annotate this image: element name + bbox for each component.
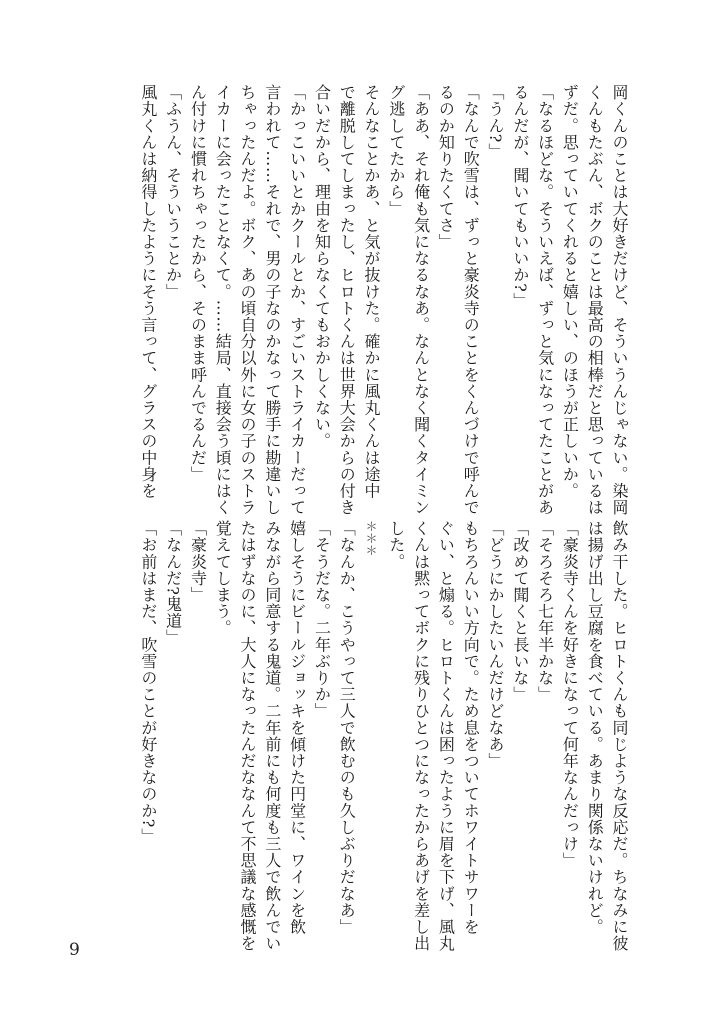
text-line: そんなことかあ、と気が抜けた。確かに風丸くんは途中 — [362, 84, 382, 499]
text-line: グ逃してたから」 — [386, 84, 406, 217]
text-line: るんだが、聞いてもいいか?」 — [510, 84, 530, 309]
text-line: ＊＊＊ — [364, 520, 379, 556]
text-line: 合いだから、理由を知らなくてもおかしくない。 — [312, 84, 332, 450]
text-line: くんもたぶん、ボクのことは最高の相棒だと思っているは — [585, 84, 605, 516]
text-line: るのか知りたくてさ」 — [436, 84, 456, 250]
text-line: 「ああ、それ俺も気になるなあ。なんとなく聞くタイミン — [411, 84, 431, 516]
text-line: 「なんで吹雪は、ずっと豪炎寺のことをくんづけで呼んで — [461, 84, 481, 516]
text-line: たはずなのに、大人になったんだななんて不思議な感慨を — [238, 520, 258, 952]
text-line: くんは黙ってボクに残りひとつになったからあげを差し出 — [411, 520, 431, 952]
text-line: 「かっこいいとかクールとか、すごいストライカーだって — [287, 84, 307, 516]
text-line: 「なんだ?鬼道」 — [163, 520, 183, 646]
text-line: した。 — [386, 520, 406, 570]
text-line: 「改めて聞くと長いな」 — [510, 520, 530, 703]
text-line: 岡くんのことは大好きだけど、そういうんじゃない。染岡 — [610, 84, 629, 516]
text-line: イカーに会ったことなくて。……結局、直接会う頃にはく — [213, 84, 233, 516]
text-line: 「どうにかしたいんだけどなあ」 — [486, 520, 506, 769]
text-line: 嬉しそうにビールジョッキを傾けた円堂に、ワインを飲 — [287, 520, 307, 935]
text-line: もちろんいい方向で。ため息をついてホワイトサワーを — [461, 520, 481, 935]
text-line: 覚えてしまう。 — [213, 520, 233, 637]
text-block-bottom — [135, 520, 631, 952]
text-line: 「お前はまだ、吹雪のことが好きなのか?」 — [138, 520, 158, 845]
text-line: ん付けに慣れちゃったから、そのまま呼んでるんだ」 — [188, 84, 208, 483]
text-line: みながら同意する鬼道。二年前にも何度も三人で飲んでい — [262, 520, 282, 952]
text-line: 「ふうん、そういうことか」 — [163, 84, 183, 300]
text-line: 言われて……それで、男の子なのかなって勝手に勘違いし — [262, 84, 282, 516]
text-line: 風丸くんは納得したようにそう言って、グラスの中身を — [138, 84, 158, 499]
text-line: 「豪炎寺くんを好きになって何年なんだっけ」 — [560, 520, 580, 869]
text-line: で離脱してしまったし、ヒロトくんは世界大会からの付き — [337, 84, 357, 516]
text-line: 「うん?」 — [486, 84, 506, 160]
text-line: は揚げ出し豆腐を食べている。あまり関係ないけれど。 — [585, 520, 605, 935]
text-line: 「そろそろ七年半かな」 — [535, 520, 555, 703]
page-number: 9 — [69, 940, 80, 960]
text-line: 「なんか、こうやって三人で飲むのも久しぶりだなあ」 — [337, 520, 357, 935]
text-block-top — [135, 84, 631, 516]
text-line: ぐい、と煽る。ヒロトくんは困ったように眉を下げ、風丸 — [436, 520, 456, 952]
text-line: 飲み干した。ヒロトくんも同じような反応だ。ちなみに彼 — [610, 520, 629, 952]
text-line: 「豪炎寺」 — [188, 520, 208, 603]
text-line: 「なるほどな。そういえば、ずっと気になってたことがあ — [535, 84, 555, 516]
text-line: ずだ。思っていてくれると嬉しい、のほうが正しいか。 — [560, 84, 580, 499]
text-line: ちゃったんだよ。ボク、あの頃自分以外に女の子のストラ — [238, 84, 258, 516]
text-line: 「そうだな。二年ぶりか」 — [312, 520, 332, 720]
